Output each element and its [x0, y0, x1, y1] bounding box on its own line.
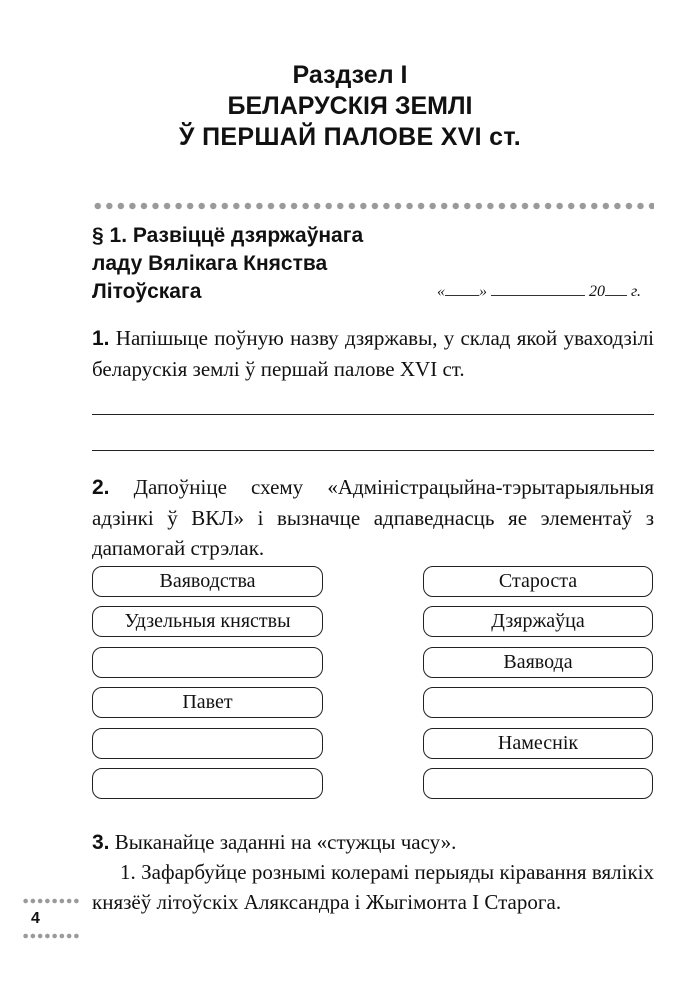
task-2 [92, 472, 654, 563]
date-close-quote: » [479, 283, 487, 300]
task-1-text: Напішыце поўную назву дзяржавы, у склад якой уваходзілі беларускія землі ў першай палове XVI ст. [92, 326, 655, 381]
answer-line-2[interactable] [92, 450, 654, 451]
section-heading [0, 60, 700, 153]
scheme-left-box-1[interactable]: Ваяводства [92, 566, 323, 597]
date-month-blank[interactable] [491, 281, 585, 296]
task-1-number: 1. [92, 327, 110, 350]
date-year-suffix: г. [631, 283, 642, 300]
date-day-blank[interactable] [445, 281, 479, 296]
task-3-number: 3. [92, 831, 110, 854]
scheme-right-box-1[interactable]: Староста [423, 566, 653, 597]
scheme-left-box-3[interactable] [92, 647, 323, 678]
date-year-blank[interactable] [605, 281, 627, 296]
paragraph-title [92, 222, 412, 306]
page-number-dots-top [22, 897, 80, 905]
paragraph-title-line-2: ладу Вялікага Княства [92, 252, 328, 275]
scheme-right-box-4[interactable] [423, 687, 653, 718]
scheme-right-box-3[interactable]: Ваявода [423, 647, 653, 678]
task-2-text: Дапоўніце схему «Адміністрацыйна-тэрытарыяльныя адзінкі ў ВКЛ» і вызначце адпаведнасць яе элементаў з дапамогай стрэлак. [92, 475, 655, 560]
answer-line-1[interactable] [92, 414, 654, 415]
section-label: Раздзел I [292, 61, 408, 89]
date-open-quote: « [437, 283, 445, 300]
section-title-line-2: Ў ПЕРШАЙ ПАЛОВЕ XVI ст. [179, 123, 521, 151]
task-2-number: 2. [92, 476, 110, 499]
scheme-left-box-5[interactable] [92, 728, 323, 759]
section-title-line-1: БЕЛАРУСКІЯ ЗЕМЛІ [227, 92, 473, 120]
task-3-item-1: 1. Зафарбуйце рознымі колерамі перыяды кіравання вялікіх князёў літоўскіх Аляксандра і Жыгімонта І Старога. [92, 860, 654, 914]
scheme-left-box-2[interactable]: Удзельныя княствы [92, 606, 323, 637]
task-3 [92, 827, 654, 858]
date-field [437, 281, 657, 301]
paragraph-title-line-1: § 1. Развіццё дзяржаўнага [92, 224, 364, 247]
scheme-left-box-6[interactable] [92, 768, 323, 799]
dotted-divider [92, 201, 654, 211]
scheme-right-box-6[interactable] [423, 768, 653, 799]
scheme-right-box-5[interactable]: Намеснік [423, 728, 653, 759]
date-year-prefix: 20 [589, 283, 605, 300]
page-number: 4 [31, 910, 40, 927]
scheme-left-box-4[interactable]: Павет [92, 687, 323, 718]
paragraph-title-line-3: Літоўскага [92, 280, 202, 303]
task-1 [92, 323, 654, 384]
scheme-right-box-2[interactable]: Дзяржаўца [423, 606, 653, 637]
page-number-dots-bottom [22, 932, 80, 940]
task-3-text: Выканайце заданні на «стужцы часу». [114, 830, 457, 854]
